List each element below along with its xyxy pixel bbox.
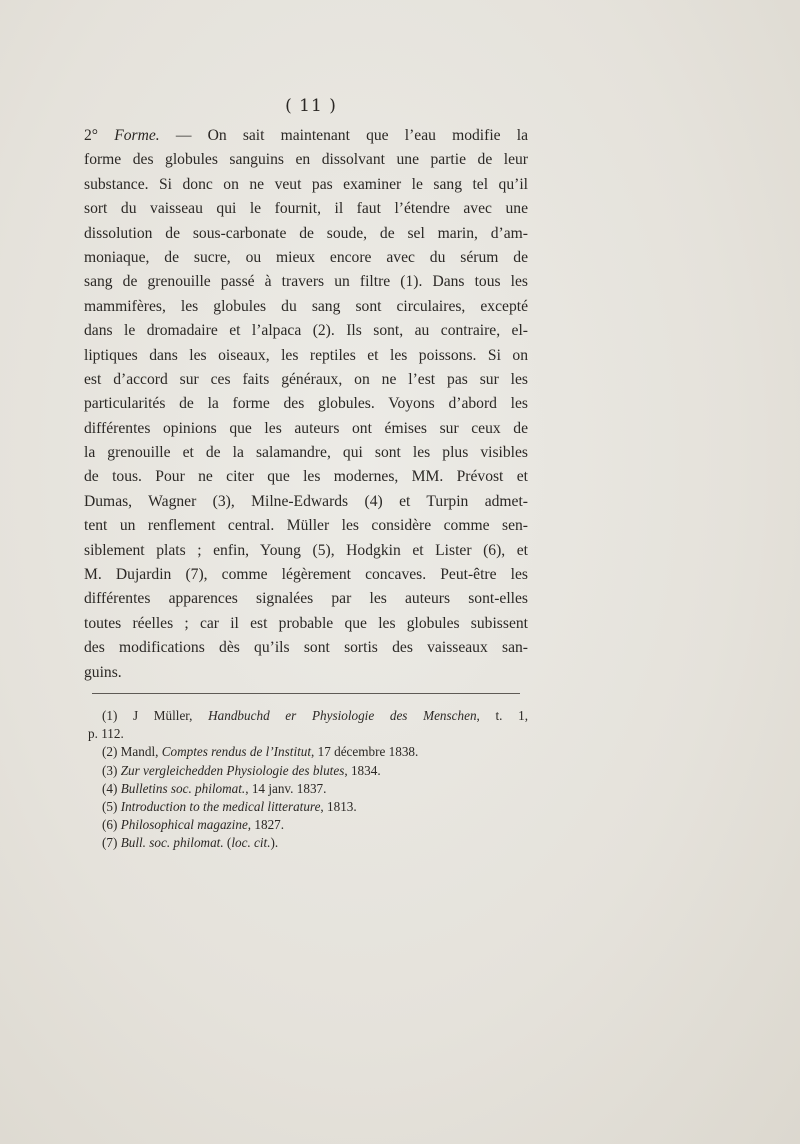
footnote-line (102, 834, 528, 852)
footnote-title: Introduction to the medical litterature (120, 798, 321, 814)
text-line (84, 612, 528, 636)
footnote-text: ( (223, 835, 232, 851)
text-line (84, 246, 528, 270)
text-line (84, 441, 528, 465)
text-run: différentes apparences signalées par les auteurs sont-elles (84, 590, 528, 608)
text-run: la grenouille et de la salamandre, qui sont les plus visibles (84, 444, 528, 462)
page-number: ( 11 ) (285, 96, 337, 116)
footnote-line (102, 707, 528, 725)
footnote-text: (4) (102, 780, 121, 796)
footnote-line (102, 798, 528, 816)
footnote-text: (5) (102, 798, 121, 814)
text-run: Dumas, Wagner (3), Milne-Edwards (4) et Turpin admet- (84, 492, 528, 510)
main-paragraph (84, 124, 528, 685)
text-run: sang de grenouille passé à travers un filtre (1). Dans tous les (84, 273, 528, 291)
footnotes-block (88, 707, 528, 853)
text-run: forme des globules sanguins en dissolvant une partie de leur (84, 151, 528, 169)
text-line (84, 587, 528, 611)
text-run: liptiques dans les oiseaux, les reptiles et les poissons. Si on (84, 346, 528, 364)
footnote-text: p. 112. (88, 726, 124, 742)
text-run: de tous. Pour ne citer que les modernes, MM. Prévost et (84, 468, 528, 486)
text-run: particularités de la forme des globules. Voyons d’abord les (84, 395, 528, 413)
text-line (84, 222, 528, 246)
footnote-text: (2) Mandl, (102, 744, 162, 760)
text-run: sort du vaisseau qui le fournit, il faut l’étendre avec une (84, 200, 528, 218)
footnote-title: Philosophical magazine (120, 817, 248, 833)
text-run: — On sait maintenant que l’eau modifie la (159, 127, 528, 144)
footnote-text: (1) J Müller, (102, 708, 209, 723)
footnote-text: , t. 1, (476, 708, 528, 723)
text-line (84, 270, 528, 294)
text-run: dissolution de sous-carbonate de soude, de sel marin, d’am- (84, 224, 528, 242)
text-line (84, 295, 528, 319)
footnote-title: Handbuchd er Physiologie des Menschen (208, 708, 477, 723)
footnote-text: (7) (102, 835, 121, 851)
text-line (84, 197, 528, 221)
text-run: substance. Si donc on ne veut pas examiner le sang tel qu’il (84, 175, 528, 193)
text-run: M. Dujardin (7), comme légèrement concaves. Peut-être les (84, 566, 528, 584)
footnote-text: (3) (102, 762, 121, 778)
footnote-text: ). (270, 835, 279, 851)
footnote-line (102, 780, 528, 798)
text-run: moniaque, de sucre, ou mieux encore avec du sérum de (84, 248, 528, 266)
text-run: des modifications dès qu’ils sont sortis des vaisseaux san- (84, 639, 528, 657)
footnote-text: , 17 décembre 1838. (311, 744, 419, 760)
footnote-line (102, 762, 528, 780)
footnote-line (88, 725, 528, 743)
text-run: siblement plats ; enfin, Young (5), Hodgkin et Lister (6), et (84, 541, 528, 559)
text-run: guins. (84, 663, 122, 681)
footnote-line (102, 743, 528, 761)
text-line (84, 148, 528, 172)
text-run: dans le dromadaire et l’alpaca (2). Ils sont, au contraire, el- (84, 322, 528, 340)
footnote-title: Zur vergleichedden Physiologie des blutes (120, 762, 345, 778)
footnote-text: , 1813. (320, 798, 357, 814)
text-line (84, 368, 528, 392)
footnote-text: (6) (102, 817, 121, 833)
footnote-text: , 1834. (344, 762, 381, 778)
text-line (84, 636, 528, 660)
text-line (84, 514, 528, 538)
text-run: toutes réelles ; car il est probable que les globules subissent (84, 614, 528, 632)
footnote-line (102, 816, 528, 834)
text-line (84, 417, 528, 441)
footnote-title: loc. cit. (231, 835, 271, 851)
footnote-text: , 1827. (247, 817, 285, 833)
text-run: 2° (84, 127, 115, 144)
footnote-title: Bulletins soc. philomat. (120, 780, 246, 796)
text-run: tent un renflement central. Müller les considère comme sen- (84, 517, 528, 535)
footnote-separator-rule (92, 693, 520, 694)
text-run: est d’accord sur ces faits généraux, on ne l’est pas sur les (84, 370, 528, 388)
text-line (84, 344, 528, 368)
footnote-title: Bull. soc. philomat. (120, 835, 224, 851)
text-line (84, 124, 528, 148)
text-line (84, 173, 528, 197)
text-line (84, 563, 528, 587)
italic-run: Forme. (114, 127, 160, 144)
footnote-text: , 14 janv. 1837. (245, 780, 327, 796)
footnote-title: Comptes rendus de l’Institut (161, 744, 312, 760)
text-line (84, 465, 528, 489)
text-line (84, 392, 528, 416)
text-line (84, 661, 528, 685)
text-line (84, 539, 528, 563)
text-run: mammifères, les globules du sang sont circulaires, excepté (84, 297, 528, 315)
text-line (84, 490, 528, 514)
text-run: différentes opinions que les auteurs ont émises sur ceux de (84, 419, 528, 437)
text-line (84, 319, 528, 343)
